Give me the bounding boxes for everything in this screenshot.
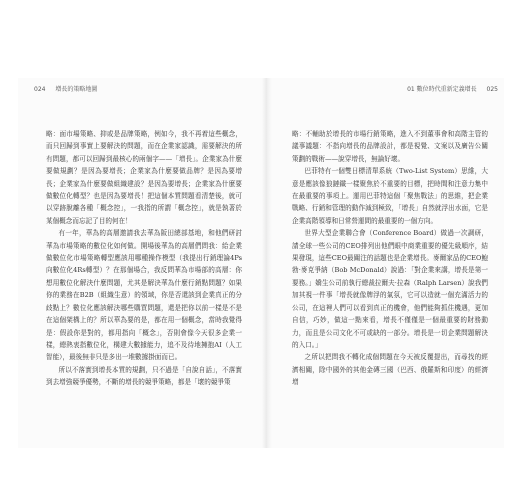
right-page-number: 025 [486,86,498,93]
left-running-head: 增長的策略地圖 [55,86,98,93]
paragraph: 之所以把問我不轉化成個問題在今天被反覆提出，而尋找的經濟相關，除中國外的其他金磚三國（巴西、俄羅斯和印度）的經濟增 [292,353,488,387]
left-page-number: 024 [34,86,46,93]
paragraph: 巴菲特有一個雙日標清單系統（Two-List System）思維，大意是應該像狼鏈鐵一樣聚焦於不重要的目標，把時間和注意力集中在最重要的事項上。運用巴菲特這個「聚焦戰法」的思維，把企業戰略、行銷和管理的動作減到極致，「增長」自然就浮出水面，它是企業高階領導和日常營運間的最重要的一個方向。 [292,167,488,225]
left-body-text [46,128,242,389]
right-body-text [292,128,488,389]
paragraph: 世界大型企業聯合會（Conference Board）做過一次調研，請全球一些公司的CEO排列出他們眼中商業重要的優先級順序，結果發現，這些CEO最關注的話題也是企業增長。麥爾家品的CEO鮑勃·麥克爭納（Bob McDonald）說過：「對企業來講，增長是第一要務。」嬌生公司前執行總裁拉爾夫·拉森（Ralph Larsen）說我們加其視一件事「增長就像牌浮的氣氛，它可以造就一個充滿活力的公司，在這裡人們可以看到真正的機會，他們能夠抓住機遇，更加自信，巧妙，做這一點來看，增長不僅僅是一個最重要的財務動力，而且是公司文化不可或缺的一部分。增長是一切企業問題解決的入口。」 [292,229,488,349]
paragraph: 略：面市場策略、抑或是品牌策略，例如今，我不再着這些概念，而只回歸到事實上要解決的問題，而在企業家認識，需要解決的所有問題，都可以回歸到最核心的兩個字——「增長」。企業家為什麼要做規劃？是因為要增長；企業家為什麼要做品牌？是因為要增長；企業家為什麼要做組織建設？是因為要增長；企業家為什麼要做數位化轉型？也是因為要增長！把這個本質問題看清楚後，就可以穿跡脫離各種「概念控」，一我指的所謂「概念控」，就是執著於某個概念而忘記了目的何在！ [46,130,242,225]
paragraph: 有一年，華為的高層邀請我去華為阪田總部基地，和他們研討華為市場策略的數位化如何做。開場後華為的高層們問我：給企業做數位化市場策略轉型應該用哪種操作模型（我提出行銷理論4Ps向數位化4Rs轉型）？在那個場合，我反問華為市場部的高層：你想用數位化解決什麼問題，尤其是解決華為什麼行銷點問題？如果你的業務在B2B（組織生意）的領域，你是否還該到企業真正的分歧點上？數位化應該解決哪些購買問題，還是把你以前一樣是不是在這個架構上的？所以華為要的是，都在用一個概念，當時我覺得是：假設你是對的，都用指向「概念」，否則會像今天很多企業一樣，總熱衷指數位化，構建大數據能力，追不及待地擁抱AI（人工智能），最後無非只是多出一堆數據掛面而已。 [46,229,242,362]
left-page-header [34,84,97,93]
right-running-head: 01 數位時代重新定義增長 [407,86,477,93]
right-page-header [407,84,498,93]
book-gutter [262,78,272,448]
paragraph: 略：不輔助於增長的市場行銷策略，進入不到董事會和高階主管的議事議題：不指向增長的品牌設計，都是視覺、文案以及廣告公關策劃的戰術——說穿增長，無論好壞。 [292,130,488,163]
paragraph: 所以不落實到增長本質的規劃，只不過是「自說自話」，不落實到去增強競爭優勢，不斷的增長的競爭策略，都是「壞的競爭策 [46,365,242,387]
